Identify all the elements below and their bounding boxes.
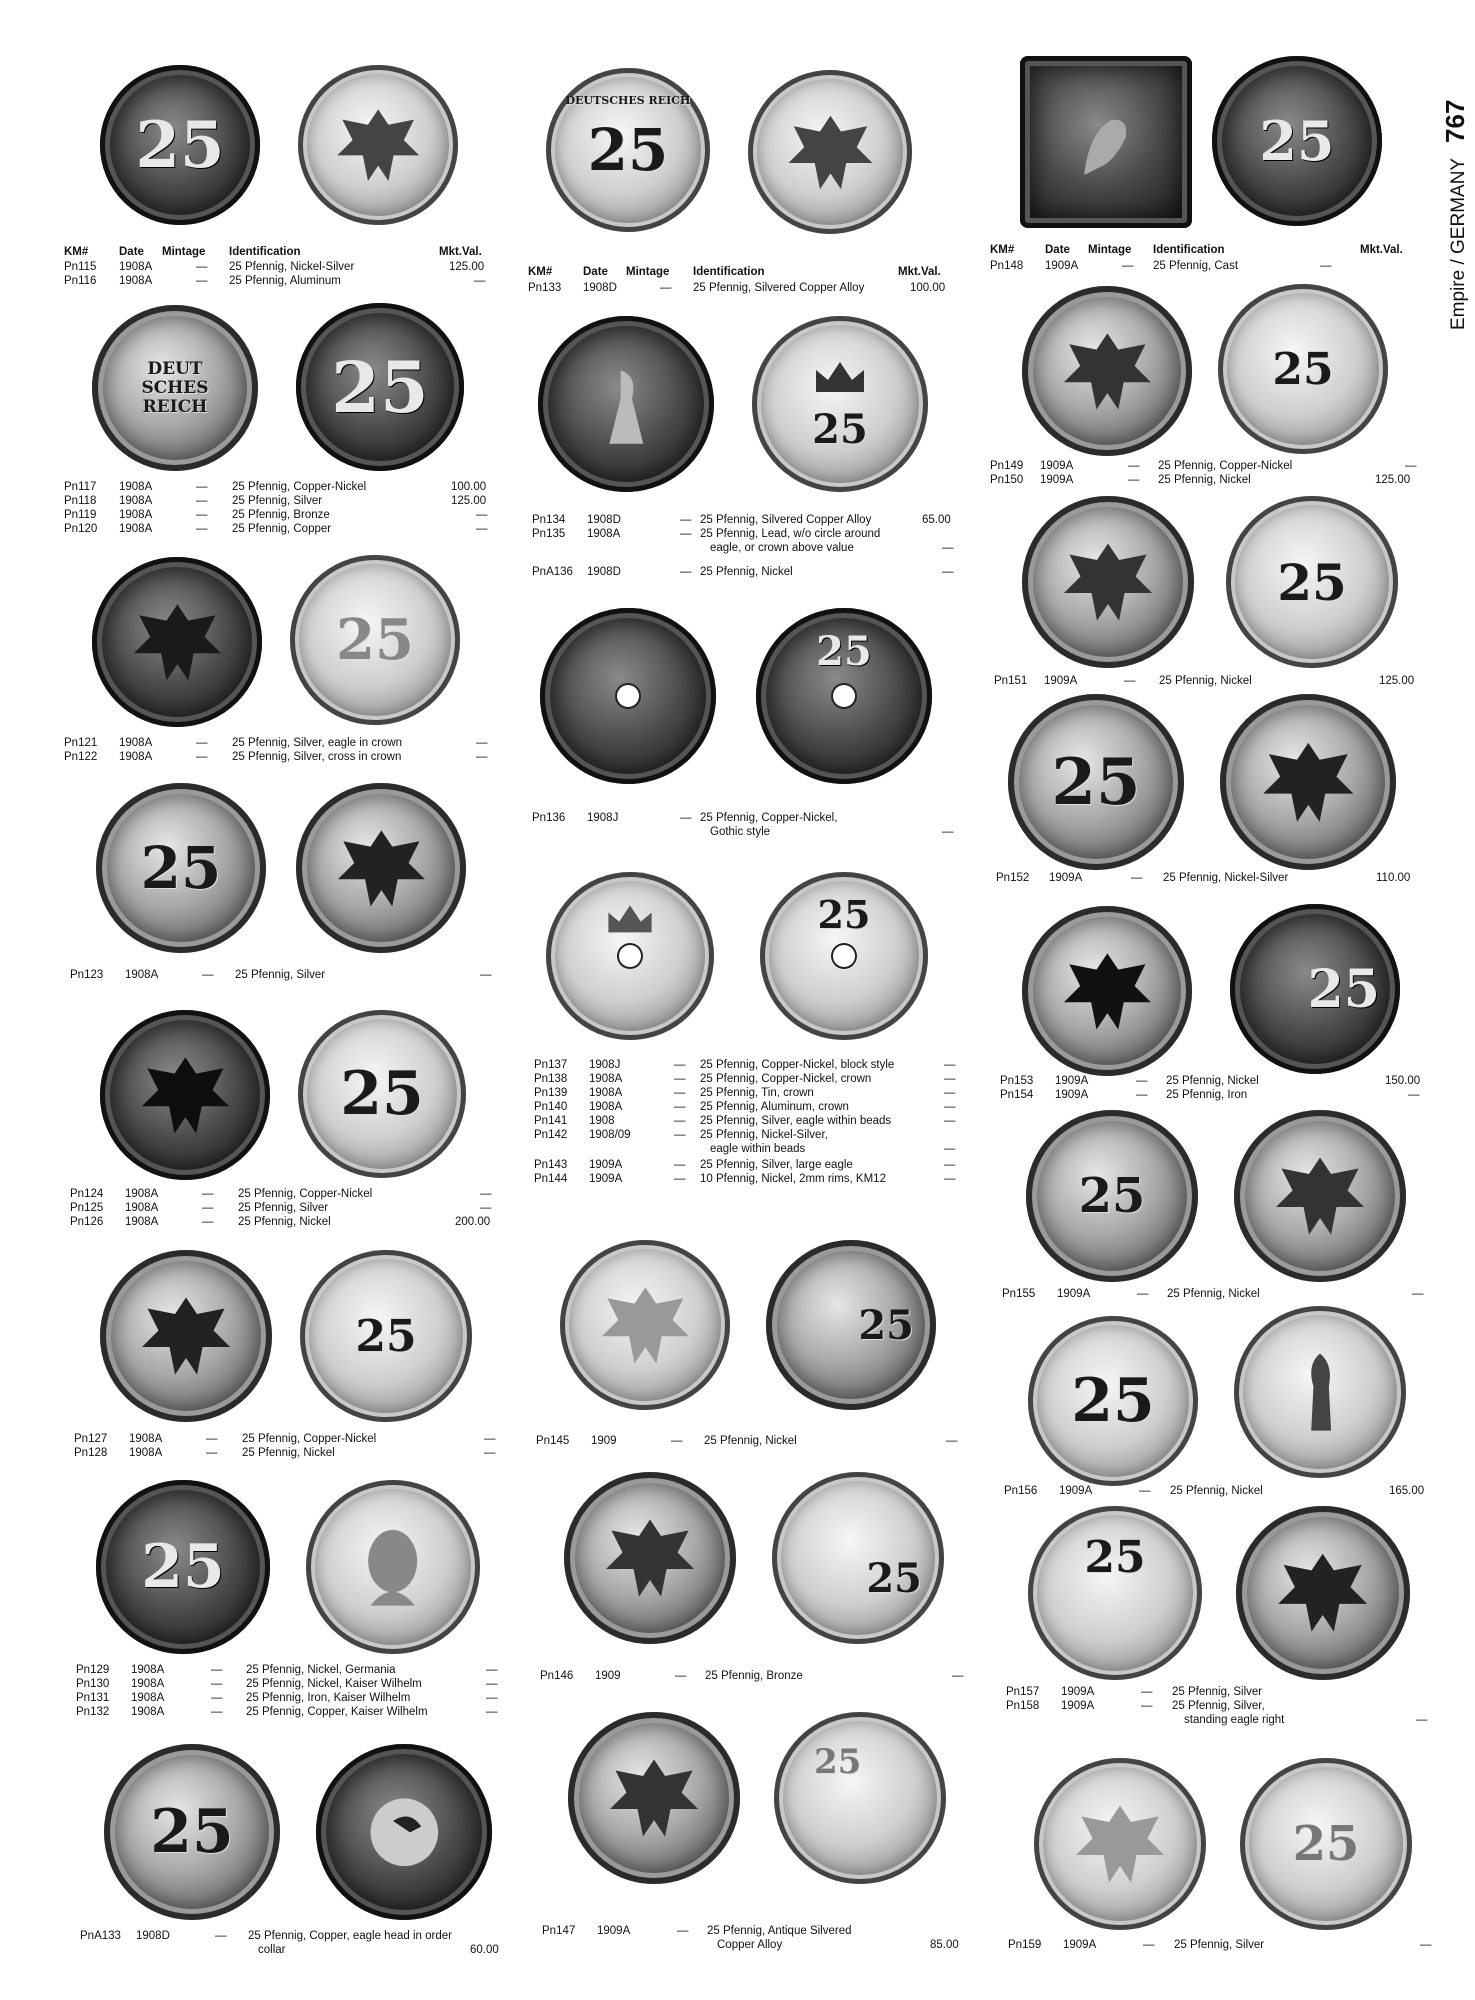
coin-image-pn121-obverse — [92, 557, 262, 727]
coin-image-pn147-reverse — [774, 1712, 946, 1884]
coin-legend: 25 — [1259, 109, 1335, 173]
coin-legend: 25 — [866, 1554, 922, 1602]
coin-image-pn117-reverse — [296, 303, 464, 471]
eagle-head-icon — [348, 1776, 461, 1889]
eagle-icon — [1053, 317, 1162, 426]
coin-image-pna133-reverse — [316, 1744, 492, 1920]
eagle-icon — [1265, 1141, 1375, 1251]
coin-image-pn124-reverse — [298, 1010, 466, 1178]
coin-image-pn147-obverse — [568, 1712, 740, 1884]
eagle-icon — [1053, 527, 1163, 637]
coin-image-pn152-obverse — [1008, 694, 1184, 870]
eagle-icon — [1267, 1537, 1378, 1648]
coin-image-pn148-reverse — [1212, 56, 1382, 226]
coin-legend: 25 — [1277, 552, 1347, 612]
coin-legend: 25 — [812, 405, 868, 453]
coin-image-pn151-obverse — [1022, 496, 1194, 668]
coin-image-pn137-obverse — [546, 872, 714, 1040]
coin-legend: 25 — [1071, 1366, 1155, 1436]
section-title: Empire / GERMANY — [1448, 158, 1469, 330]
coin-image-pn117-obverse — [92, 305, 258, 471]
coin-image-pn153-obverse — [1022, 906, 1192, 1076]
coin-legend: 25 — [817, 892, 871, 937]
coin-image-pn145-obverse — [560, 1240, 730, 1410]
coin-image-pn155-obverse — [1026, 1110, 1198, 1282]
eagle-icon — [1065, 1789, 1175, 1899]
coin-legend: 25 — [1078, 1168, 1146, 1224]
bird-icon — [1265, 1337, 1375, 1447]
crown-icon — [812, 356, 868, 396]
coin-legend: DEUTSCHES REICH — [565, 94, 691, 107]
coin-image-pn153-reverse — [1230, 904, 1400, 1074]
coin-image-pn149-reverse — [1218, 284, 1388, 454]
eagle-icon — [327, 814, 436, 923]
coin-legend: 25 — [135, 107, 225, 183]
coin-legend: 25 — [1292, 1816, 1360, 1872]
eagle-icon — [778, 100, 883, 205]
eagle-icon — [599, 1743, 709, 1853]
coin-image-pn146-reverse — [772, 1472, 944, 1644]
coin-image-pn133-obverse — [546, 68, 710, 232]
coin-image-pn124-obverse — [100, 1010, 270, 1180]
coin-image-pn127-obverse — [100, 1250, 272, 1422]
coin-image-pn115-obverse — [100, 65, 260, 225]
coin-legend: 25 — [331, 345, 429, 429]
bird-icon — [1051, 87, 1161, 197]
coin-legend: 25 — [336, 607, 414, 673]
eagle-icon — [1252, 726, 1365, 839]
coin-image-pn151-reverse — [1226, 496, 1398, 668]
kaiser-portrait-icon — [337, 1511, 448, 1622]
eagle-icon — [123, 588, 232, 697]
coin-image-pn115-reverse — [298, 65, 458, 225]
coin-legend: 25 — [340, 1059, 424, 1129]
coin-image-pn156-obverse — [1028, 1316, 1198, 1486]
coin-image-pn157-obverse — [1028, 1506, 1202, 1680]
coin-legend: 25 — [1051, 744, 1141, 820]
coin-legend: 25 — [141, 1532, 225, 1602]
coin-image-pn137-reverse — [760, 872, 928, 1040]
coin-legend: 25 — [858, 1301, 914, 1349]
coin-legend: DEUT SCHES REICH — [141, 358, 209, 417]
crown-icon — [602, 900, 658, 936]
coin-legend: 25 — [140, 834, 222, 902]
coin-image-pn123-reverse — [296, 783, 466, 953]
catalog-page: Empire / GERMANY 767 25 KM# Date Mintage Identification Mkt.Val. Pn115 1908A — 25 Pfennig, Nickel-Silver 125.00 Pn116 1908A — 25 Pfennig, Aluminum — DEUT SCHES REICH 25 Pn117 1908A — 25 Pfennig, Copper-Nickel 100.00 Pn118 1908A — 25 Pfennig, Silver 125.00 Pn119 1908A — 25 Pfennig, Bronze — Pn120 1908A — 25 Pfennig, Copper — 25 Pn121 1908A — 25 Pfennig, Silver, eagle in crown — Pn122 1908A — 25 Pfennig, Silver, cross in crown — 25 Pn123 1908A — 25 Pfennig, Silver — 25 Pn124 1908A — 25 Pfennig, Copper-Nickel — Pn125 1908A — 25 Pfennig, Silver — Pn126 1908A — 25 Pfennig, Nickel 200.00 25 Pn127 1908A — 25 Pfennig, Copper-Nickel — Pn128 1908A — 25 Pfennig, Nickel — 25 Pn129 1908A — 25 Pfennig, Nickel, Germania — Pn130 1908A — 25 Pfennig, Nickel, Kaiser Wilhelm — Pn131 1908A — 25 Pfennig, Iron, Kaiser Wilhelm — Pn132 1908A — 25 Pfennig, Copper, Kaiser Wilhelm — 25 PnA133 1908D — 25 Pfennig, Copper, eagle head in order collar 60.00 DEUTSCHES REICH 25 KM# Date Mintage Identification Mkt.Val. Pn133 1908D — 25 Pfennig, Silvered Copper Alloy 100.00 25 Pn134 1908D — 25 Pfennig, Silvered Copper Alloy 65.00 Pn135 1908A — 25 Pfennig, Lead, w/o circle around eagle, or crown above value — PnA136 1908D — 25 Pfennig, Nickel — 25 Pn136 1908J — 25 Pfennig, Copper-Nickel, Gothic style — 25 Pn137 1908J — 25 Pfennig, Copper-Nickel, block style — Pn138 1908A — 25 Pfennig, Copper-Nickel, crown — Pn139 1908A — 25 Pfennig, Tin, crown — Pn140 1908A — 25 Pfennig, Aluminum, crown — Pn141 1908 — 25 Pfennig, Silver, eagle within beads — Pn142 1908/09 — 25 Pfennig, Nickel-Silver, eagle within beads — Pn143 1909A — 25 Pfennig, Silver, large eagle — Pn144 1909A — 10 Pfennig, Nickel, 2mm rims, KM12 — 25 Pn145 1909 — 25 Pfennig, Nickel — 25 Pn146 1909 — 25 Pfennig, Bronze — 25 Pn147 1909A — 25 Pfennig, Antique Silvered Copper Alloy 85.00 25 KM# Date Mintage Identification Mkt.Val. Pn148 1909A — 25 Pfennig, Cast — 25 Pn149 1909A — 25 Pfennig, Copper-Nickel — Pn150 1909A — 25 Pfennig, Nickel 125.00 25 Pn151 1909A — 25 Pfennig, Nickel 125.00 25 Pn152 1909A — 25 Pfennig, Nickel-Silver 110.00 25 Pn153 1909A — 25 Pfennig, Nickel 150.00 Pn154 1909A — 25 Pfennig, Iron — 25 Pn155 1909A — 25 Pfennig, Nickel — 25 Pn156 1909A — 25 Pfennig, Nickel 165.00 25 Pn157 1909A — 25 Pfennig, Silver Pn158 1909A — 25 Pfennig, Silver, standing eagle right — 25 Pn159 1909A — 25 Pfennig, Silver — — [0, 0, 1475, 2000]
running-head — [1440, 100, 1471, 330]
germania-figure-icon — [570, 348, 683, 461]
coin-legend: 25 — [1307, 958, 1380, 1020]
coin-legend: 25 — [150, 1797, 234, 1867]
coin-legend: 25 — [355, 1310, 417, 1362]
coin-image-pna133-obverse — [104, 1744, 280, 1920]
coin-image-pn123-obverse — [96, 783, 266, 953]
coin-image-pn145-reverse — [766, 1240, 936, 1410]
coin-legend: 25 — [814, 1742, 862, 1782]
eagle-icon — [595, 1503, 705, 1613]
coin-legend: 25 — [587, 116, 669, 184]
coin-image-pn152-reverse — [1220, 694, 1396, 870]
coin-legend: 25 — [1272, 343, 1334, 395]
coin-image-pn133-reverse — [748, 70, 912, 234]
coin-image-pn159-reverse — [1240, 1758, 1412, 1930]
eagle-icon — [131, 1041, 240, 1150]
page-number: 767 — [1440, 99, 1470, 143]
eagle-icon — [591, 1271, 700, 1380]
coin-image-pn155-reverse — [1234, 1110, 1406, 1282]
coin-image-pn159-obverse — [1034, 1758, 1206, 1930]
coin-image-pn127-reverse — [300, 1250, 472, 1422]
coin-image-pn148-obverse — [1020, 56, 1192, 228]
eagle-icon — [327, 94, 429, 196]
coin-legend: 25 — [816, 628, 872, 675]
coin-image-pn157-reverse — [1236, 1506, 1410, 1680]
coin-image-pn129-obverse — [96, 1480, 270, 1654]
coin-image-pn149-obverse — [1022, 286, 1192, 456]
coin-image-pn136-obverse — [540, 608, 716, 784]
coin-image-pn136-reverse — [756, 608, 932, 784]
coin-image-pn146-obverse — [564, 1472, 736, 1644]
eagle-icon — [131, 1281, 241, 1391]
coin-legend: 25 — [1084, 1532, 1146, 1583]
coin-image-pn121-reverse — [290, 555, 460, 725]
coin-image-pn134-obverse — [538, 316, 714, 492]
coin-image-pn156-reverse — [1234, 1306, 1406, 1478]
eagle-icon — [1053, 937, 1162, 1046]
coin-image-pn134-reverse — [752, 316, 928, 492]
coin-image-pn129-reverse — [306, 1480, 480, 1654]
